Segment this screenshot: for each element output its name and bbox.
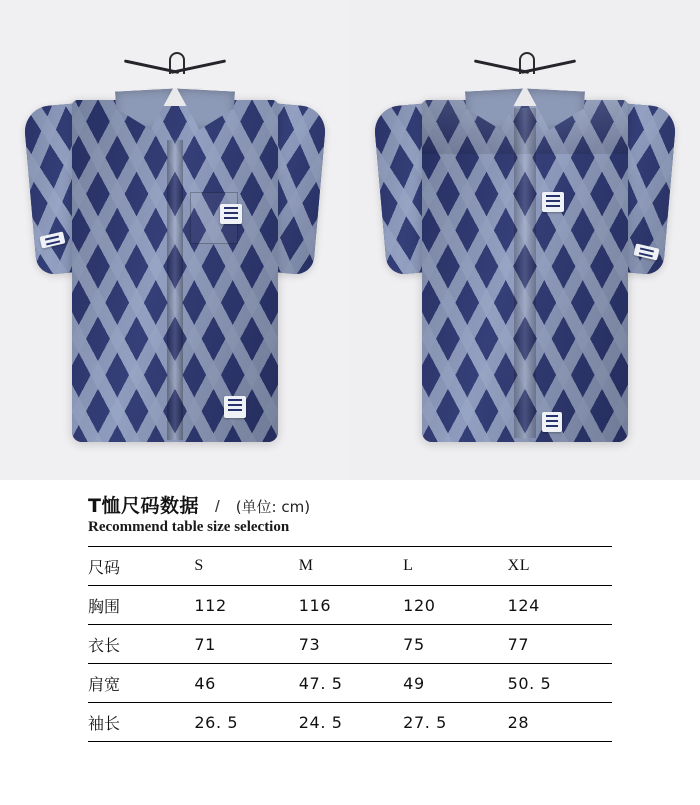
shirt-back-graphic <box>380 78 670 448</box>
shirt-front-photo <box>0 0 350 480</box>
table-row <box>88 625 612 664</box>
table-row <box>88 664 612 703</box>
collar-left <box>115 89 175 132</box>
cell-length-l: 75 <box>403 625 507 664</box>
shirt-collar <box>120 90 230 136</box>
row-label-sleeve: 袖长 <box>88 703 194 742</box>
cell-length-m: 73 <box>299 625 403 664</box>
collar-right <box>525 89 585 132</box>
size-chart-title-row <box>88 491 310 518</box>
table-row <box>88 586 612 625</box>
shirt-torso-front <box>72 100 278 442</box>
cell-sleeve-m: 24. 5 <box>299 703 403 742</box>
button-placket <box>167 140 183 440</box>
shirt-collar <box>470 90 580 136</box>
table-row <box>88 703 612 742</box>
cell-chest-l: 120 <box>403 586 507 625</box>
cell-chest-m: 116 <box>299 586 403 625</box>
shirt-torso-back <box>422 100 628 442</box>
cell-sleeve-l: 27. 5 <box>403 703 507 742</box>
hem-label-tag <box>224 396 246 418</box>
back-label-tag <box>542 192 564 212</box>
cell-shoulder-l: 49 <box>403 664 507 703</box>
back-hem-label-tag <box>542 412 562 432</box>
table-row-header <box>88 547 612 586</box>
collar-left <box>465 89 525 132</box>
size-chart-subtitle: Recommend table size selection <box>88 519 290 535</box>
size-chart-unit-note: (单位: cm) <box>235 498 311 516</box>
size-chart-title: T恤尺码数据 <box>88 495 199 517</box>
cell-sleeve-xl: 28 <box>508 703 612 742</box>
cell-sleeve-s: 26. 5 <box>194 703 298 742</box>
row-label-chest: 胸围 <box>88 586 194 625</box>
row-label-shoulder: 肩宽 <box>88 664 194 703</box>
table-header-xl: XL <box>508 547 612 586</box>
cell-length-s: 71 <box>194 625 298 664</box>
table-header-m: M <box>299 547 403 586</box>
cell-shoulder-xl: 50. 5 <box>508 664 612 703</box>
size-table <box>88 546 612 742</box>
size-chart-section <box>0 480 700 805</box>
title-separator: / <box>214 497 220 516</box>
table-header-label: 尺码 <box>88 547 194 586</box>
row-label-length: 衣长 <box>88 625 194 664</box>
back-center-pleat <box>514 108 536 438</box>
chest-label-tag <box>220 204 242 224</box>
table-header-s: S <box>194 547 298 586</box>
shirt-front-graphic <box>30 78 320 448</box>
shirt-back-photo <box>350 0 700 480</box>
shirt-front-illustration <box>0 0 350 480</box>
cell-shoulder-s: 46 <box>194 664 298 703</box>
collar-right <box>175 89 235 132</box>
cell-chest-xl: 124 <box>508 586 612 625</box>
cell-length-xl: 77 <box>508 625 612 664</box>
shirt-back-illustration <box>350 0 700 480</box>
cell-chest-s: 112 <box>194 586 298 625</box>
cell-shoulder-m: 47. 5 <box>299 664 403 703</box>
table-header-l: L <box>403 547 507 586</box>
